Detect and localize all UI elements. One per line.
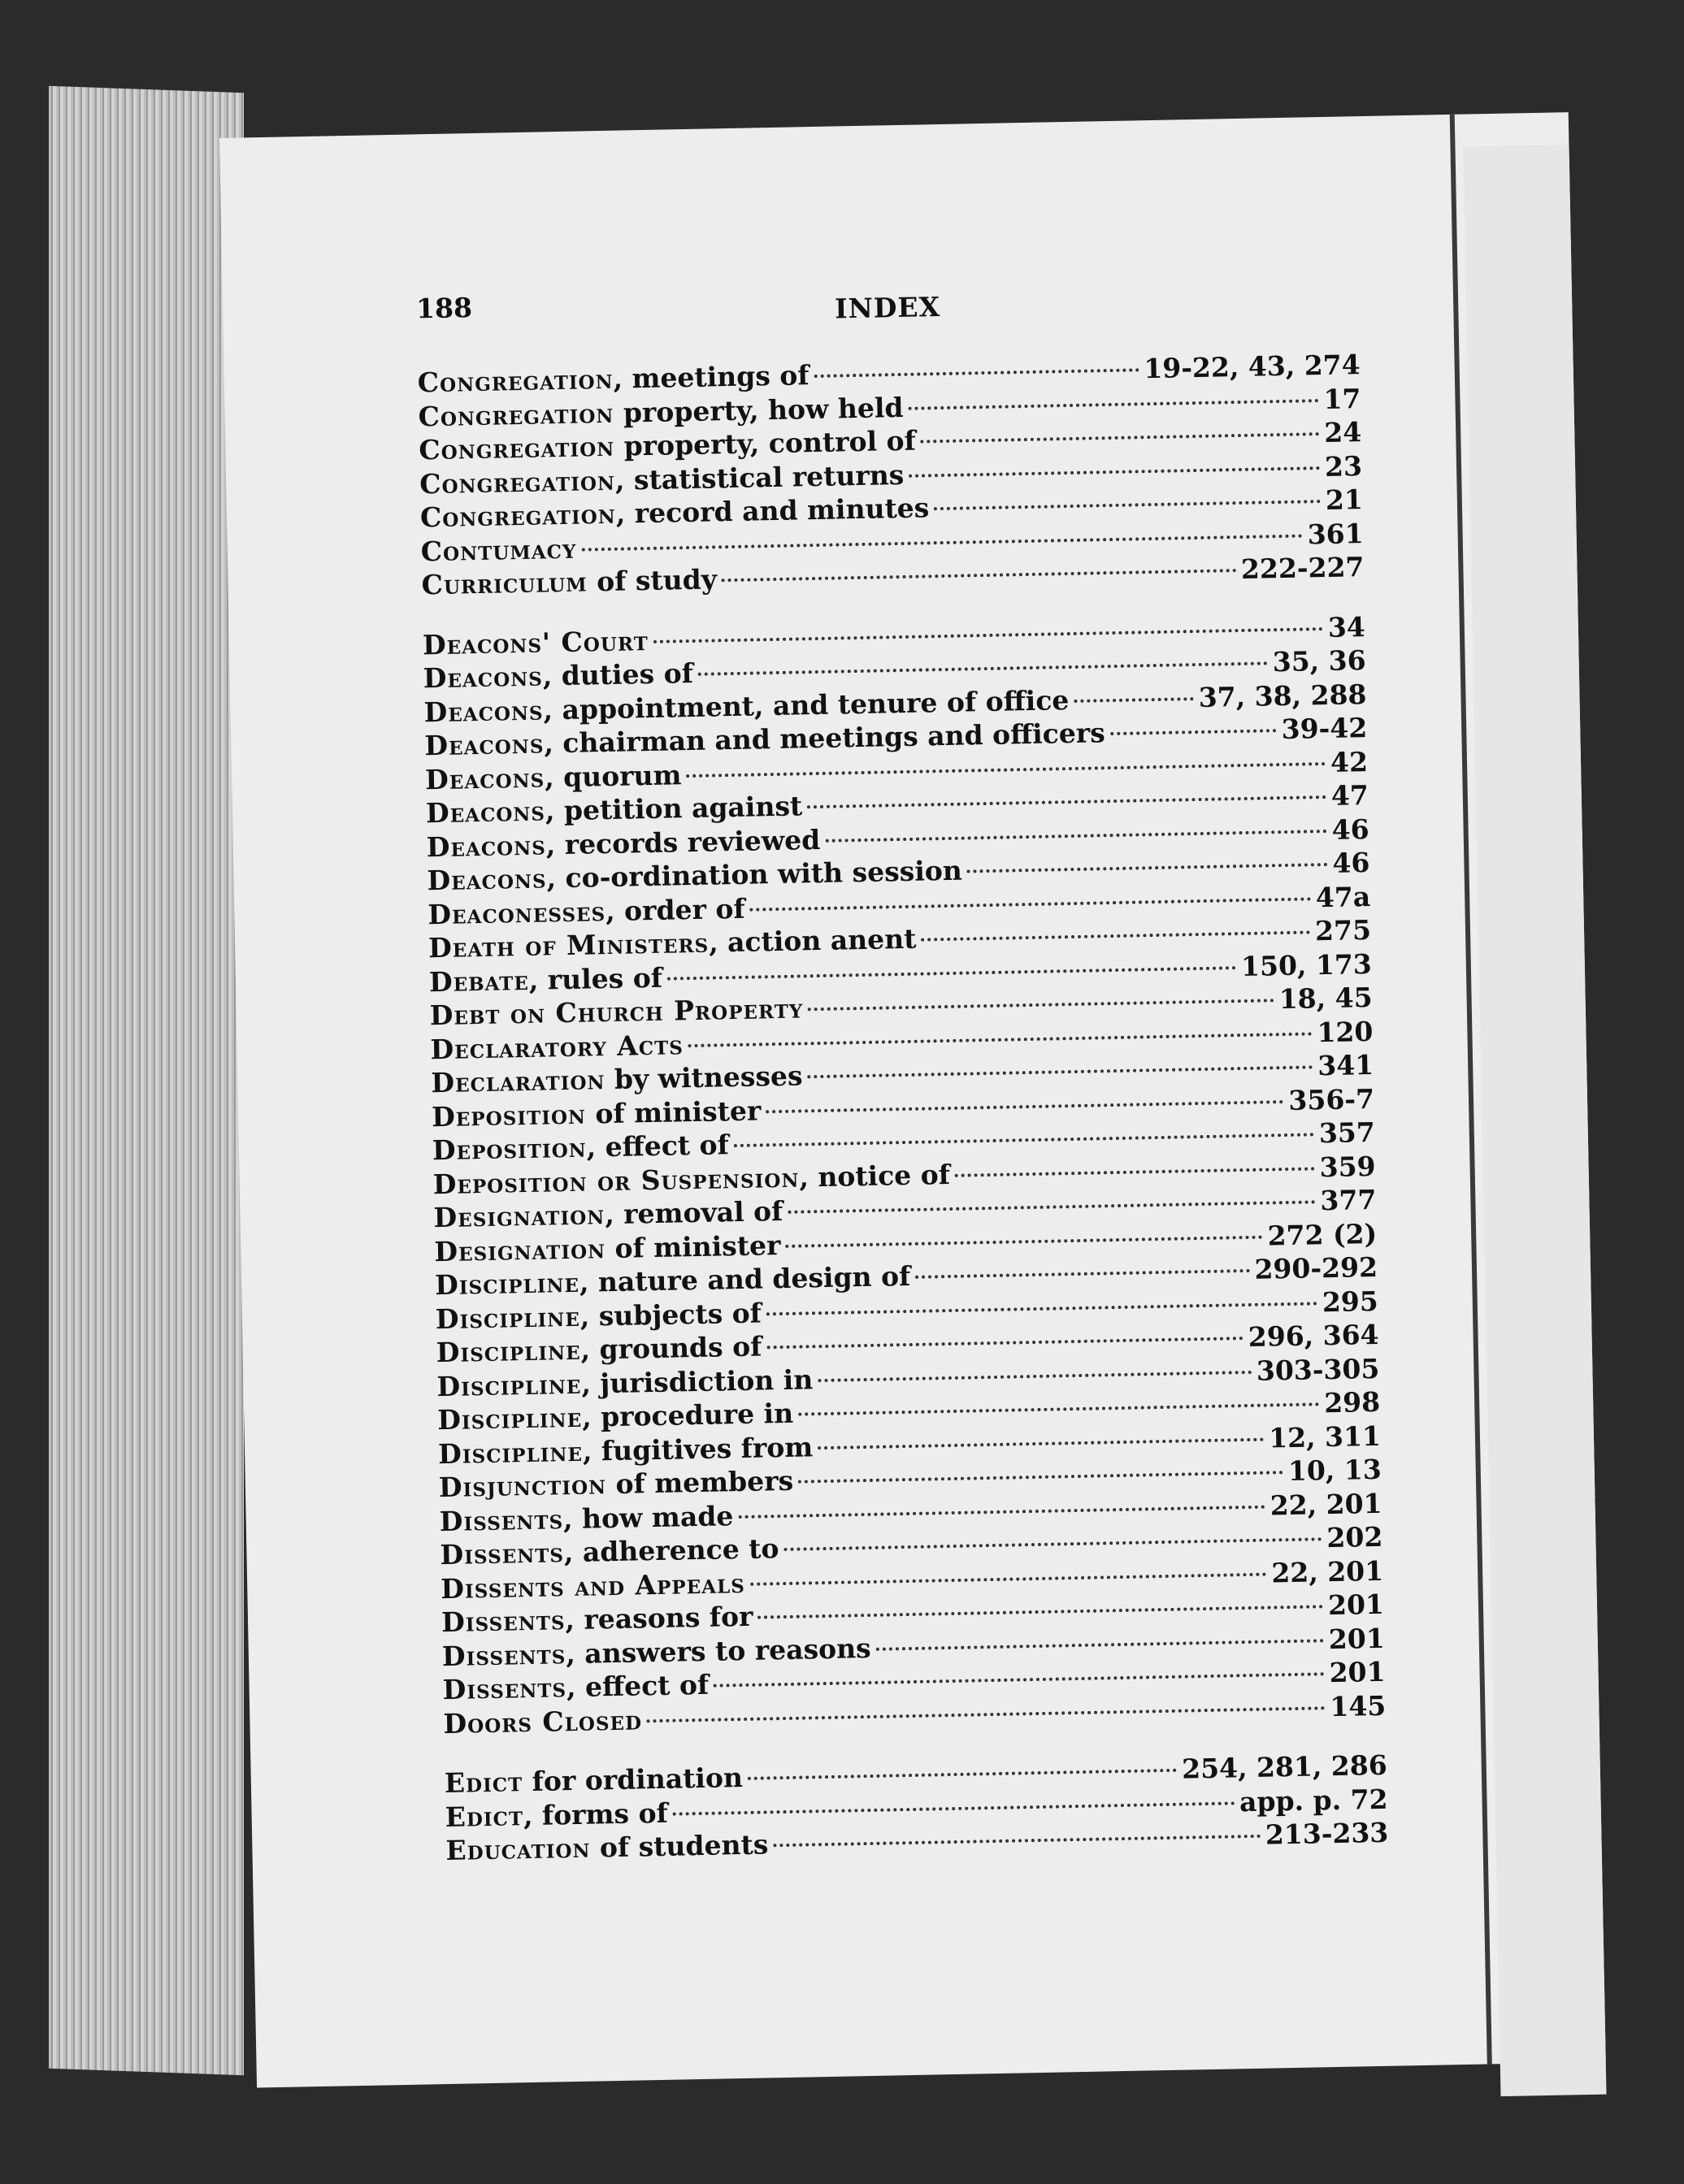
index-qualifier: , answers to reasons (565, 1632, 872, 1670)
dot-leader (647, 1705, 1326, 1722)
index-qualifier: , effect of (566, 1668, 710, 1704)
index-term (430, 1028, 684, 1066)
dot-leader (722, 568, 1236, 582)
index-term (439, 1464, 794, 1505)
index-term (421, 562, 717, 601)
index-group (445, 1748, 1389, 1868)
index-heading: Declaratory Acts (430, 1028, 684, 1065)
index-heading: Designation (433, 1198, 605, 1234)
page-reference: 35, 36 (1272, 644, 1366, 678)
index-heading: Declaration (430, 1064, 605, 1099)
page-reference: 22, 201 (1270, 1554, 1384, 1588)
page-reference: 18, 45 (1278, 981, 1373, 1016)
page-reference: 272 (2) (1267, 1217, 1378, 1251)
page-reference: 19-22, 43, 274 (1143, 349, 1361, 385)
dot-leader (783, 1536, 1322, 1551)
dot-leader (807, 795, 1326, 808)
index-heading: Deposition (431, 1098, 587, 1133)
index-group (423, 610, 1387, 1741)
index-term (432, 1128, 730, 1167)
page-reference: 222-227 (1240, 551, 1365, 585)
index-heading: Deacons (427, 862, 547, 897)
index-qualifier: , subjects of (579, 1296, 762, 1332)
dot-leader (785, 1234, 1262, 1247)
page-reference: 24 (1323, 416, 1362, 448)
index-term (423, 623, 649, 661)
dot-leader (766, 1099, 1283, 1113)
index-heading: Dissents (439, 1502, 564, 1537)
page-reference: 298 (1323, 1385, 1381, 1419)
dot-leader (934, 499, 1321, 510)
index-term (445, 1796, 668, 1834)
index-qualifier: , duties of (542, 656, 694, 692)
dot-leader (818, 1436, 1264, 1450)
index-term (441, 1566, 745, 1606)
dot-leader (798, 1402, 1319, 1415)
index-heading: Discipline (435, 1300, 581, 1335)
dot-leader (967, 862, 1328, 873)
index-heading: Deacons (424, 727, 545, 762)
dot-leader (814, 367, 1139, 378)
dot-leader (788, 1199, 1315, 1213)
index-term (429, 960, 663, 999)
dot-leader (1110, 728, 1277, 735)
index-heading: Dissents (442, 1671, 567, 1706)
index-heading: Debt on Church Property (429, 992, 804, 1032)
index-qualifier: , grounds of (580, 1330, 762, 1366)
index-qualifier: , jurisdiction in (580, 1363, 814, 1400)
index-qualifier: by witnesses (605, 1060, 803, 1096)
index-qualifier: , order of (605, 892, 745, 927)
page-reference: 254, 281, 286 (1181, 1748, 1388, 1785)
page-reference: 303-305 (1256, 1352, 1380, 1387)
dot-leader (955, 1166, 1315, 1177)
index-qualifier: , records reviewed (545, 823, 821, 860)
index-heading: Discipline (436, 1333, 581, 1369)
index-heading: Discipline (437, 1435, 584, 1470)
index-qualifier: , appointment, and tenure of office (543, 683, 1070, 726)
page-reference: 22, 201 (1270, 1487, 1382, 1521)
index-qualifier: of study (587, 563, 718, 598)
index-qualifier: , how made (562, 1499, 734, 1535)
index-term (441, 1600, 753, 1640)
index-qualifier: , reasons for (565, 1600, 753, 1636)
index-qualifier: , effect of (586, 1129, 730, 1164)
page-reference: 377 (1320, 1183, 1377, 1217)
dot-leader (915, 1268, 1249, 1279)
dot-leader (748, 1768, 1177, 1780)
dot-leader (876, 1638, 1324, 1651)
page-reference: 361 (1307, 517, 1364, 550)
dot-leader (581, 533, 1303, 551)
index-qualifier: , quorum (544, 758, 682, 793)
dot-leader (750, 896, 1311, 911)
page-reference: 295 (1322, 1285, 1379, 1318)
dot-leader (738, 1504, 1265, 1518)
index-term (445, 1827, 769, 1867)
page-reference: 201 (1329, 1655, 1386, 1689)
dot-leader (773, 1834, 1261, 1848)
index-qualifier: property, how held (613, 391, 904, 429)
index-qualifier: , forms of (523, 1796, 669, 1831)
page-reference: 150, 173 (1240, 947, 1373, 982)
page-reference: 201 (1327, 1588, 1385, 1622)
index-heading: Edict (445, 1799, 524, 1833)
index-heading: Death of Ministers (428, 926, 710, 964)
index-qualifier: , rules of (528, 961, 663, 996)
dot-leader (921, 930, 1310, 941)
index-heading: Dissents (441, 1604, 566, 1639)
index-term (425, 758, 682, 797)
index-qualifier: , procedure in (581, 1397, 794, 1433)
index-heading: Designation (433, 1232, 606, 1268)
dot-leader (653, 626, 1323, 644)
index-heading: Education (445, 1831, 591, 1867)
page-reference: 201 (1328, 1622, 1386, 1655)
page-number: 188 (415, 292, 473, 325)
dot-leader (750, 1571, 1267, 1585)
page-reference: 46 (1332, 846, 1370, 879)
index-heading: Congregation (419, 497, 617, 534)
index-heading: Contumacy (420, 532, 577, 567)
index-heading: Congregation (418, 396, 614, 432)
page-reference: 296, 364 (1248, 1318, 1379, 1353)
page-reference: 213-233 (1265, 1816, 1389, 1851)
index-qualifier: , record and minutes (615, 492, 930, 530)
index-heading: Dissents and Appeals (440, 1566, 746, 1605)
index-heading: Deacons (423, 660, 544, 695)
dot-leader (673, 1800, 1235, 1815)
index-heading: Debate (428, 964, 530, 998)
page-reference: 356-7 (1288, 1082, 1375, 1116)
page-reference: 47a (1315, 880, 1371, 913)
page-reference: 341 (1317, 1048, 1374, 1082)
index-heading: Deacons (425, 795, 546, 830)
index-qualifier: , notice of (798, 1158, 951, 1194)
index-heading: Dissents (440, 1536, 565, 1571)
index-heading: Deacons (426, 828, 547, 863)
page-reference: 34 (1327, 610, 1366, 644)
index-qualifier: , adherence to (563, 1532, 779, 1569)
page-title: INDEX (834, 291, 941, 325)
index-term (439, 1499, 733, 1538)
index-qualifier: , co-ordination with session (546, 854, 963, 895)
dot-leader (808, 1064, 1313, 1078)
index-term (442, 1668, 709, 1707)
index-heading: Doors Closed (443, 1703, 643, 1740)
index-qualifier: , fugitives from (582, 1430, 814, 1467)
page-reference: 10, 13 (1287, 1453, 1382, 1488)
index-qualifier: , chairman and meetings and officers (543, 717, 1106, 760)
dot-leader (734, 1132, 1314, 1147)
page-reference: app. p. 72 (1239, 1783, 1388, 1818)
book-page-edges (49, 86, 244, 2075)
index-heading: Deaconesses (428, 895, 606, 930)
index-heading: Congregation (417, 362, 614, 399)
index-heading: Disjunction (438, 1468, 607, 1504)
dot-leader (757, 1604, 1323, 1618)
index-qualifier: of students (590, 1828, 769, 1864)
dot-leader (825, 828, 1327, 842)
page-reference: 275 (1314, 913, 1372, 947)
page-reference: 23 (1324, 449, 1363, 483)
page-reference: 357 (1318, 1116, 1376, 1150)
index-heading: Congregation (419, 430, 615, 466)
dot-leader (766, 1336, 1243, 1349)
index-qualifier: , meetings of (613, 359, 809, 395)
index-heading: Deacons (423, 693, 544, 728)
running-header (416, 275, 1360, 341)
index-heading: Deposition (432, 1131, 588, 1167)
index-heading: Discipline (436, 1401, 583, 1436)
page-reference: 21 (1325, 483, 1364, 516)
index-qualifier: for ordination (522, 1762, 744, 1798)
index-heading: Dissents (441, 1637, 566, 1672)
dot-leader (1074, 696, 1194, 703)
index-qualifier: , action anent (708, 922, 917, 959)
page-reference: 47 (1330, 779, 1369, 812)
index-heading: Deposition or Suspension (432, 1161, 800, 1200)
page-reference: 46 (1331, 812, 1369, 846)
index-term (445, 1761, 744, 1800)
index-term (429, 991, 803, 1032)
index-heading: Deacons (424, 760, 545, 795)
dot-leader (698, 661, 1268, 675)
dot-leader (714, 1671, 1325, 1687)
index-term (423, 656, 693, 696)
index-qualifier: property, control of (614, 424, 917, 462)
index-heading: Deacons' Court (422, 624, 649, 661)
index-term (443, 1703, 642, 1740)
index-term (420, 531, 576, 568)
page-reference: 37, 38, 288 (1198, 678, 1367, 713)
index-qualifier: of minister (585, 1094, 762, 1130)
dot-leader (766, 1301, 1317, 1315)
dot-leader (921, 431, 1320, 443)
dot-leader (667, 965, 1236, 980)
dot-leader (686, 761, 1326, 778)
page-reference: 12, 311 (1268, 1419, 1382, 1454)
index-list (417, 348, 1389, 1893)
page-reference: 39-42 (1281, 712, 1368, 746)
page-reference: 359 (1319, 1150, 1376, 1183)
page-reference: 290-292 (1254, 1250, 1378, 1285)
book-page (219, 112, 1606, 2087)
index-heading: Discipline (436, 1367, 582, 1402)
dot-leader (808, 998, 1274, 1011)
page-reference: 42 (1330, 745, 1369, 778)
dot-leader (909, 466, 1320, 478)
index-qualifier: , petition against (545, 790, 803, 827)
index-heading: Congregation (419, 464, 616, 500)
index-qualifier: , nature and design of (579, 1259, 911, 1298)
index-qualifier: , removal of (604, 1194, 783, 1231)
dot-leader (818, 1369, 1252, 1381)
dot-leader (688, 1031, 1313, 1047)
index-qualifier: of minister (605, 1228, 781, 1264)
dot-leader (798, 1470, 1283, 1483)
index-qualifier: , statistical returns (614, 458, 905, 496)
index-heading: Edict (444, 1766, 523, 1800)
page-reference: 17 (1323, 382, 1361, 415)
index-heading: Discipline (434, 1266, 580, 1302)
index-heading: Curriculum (421, 566, 588, 601)
dot-leader (908, 398, 1318, 410)
page-reference: 202 (1326, 1520, 1383, 1554)
index-group (417, 348, 1364, 602)
page-reference: 120 (1317, 1015, 1374, 1048)
index-qualifier: of members (605, 1464, 794, 1501)
page-reference: 145 (1330, 1689, 1387, 1722)
